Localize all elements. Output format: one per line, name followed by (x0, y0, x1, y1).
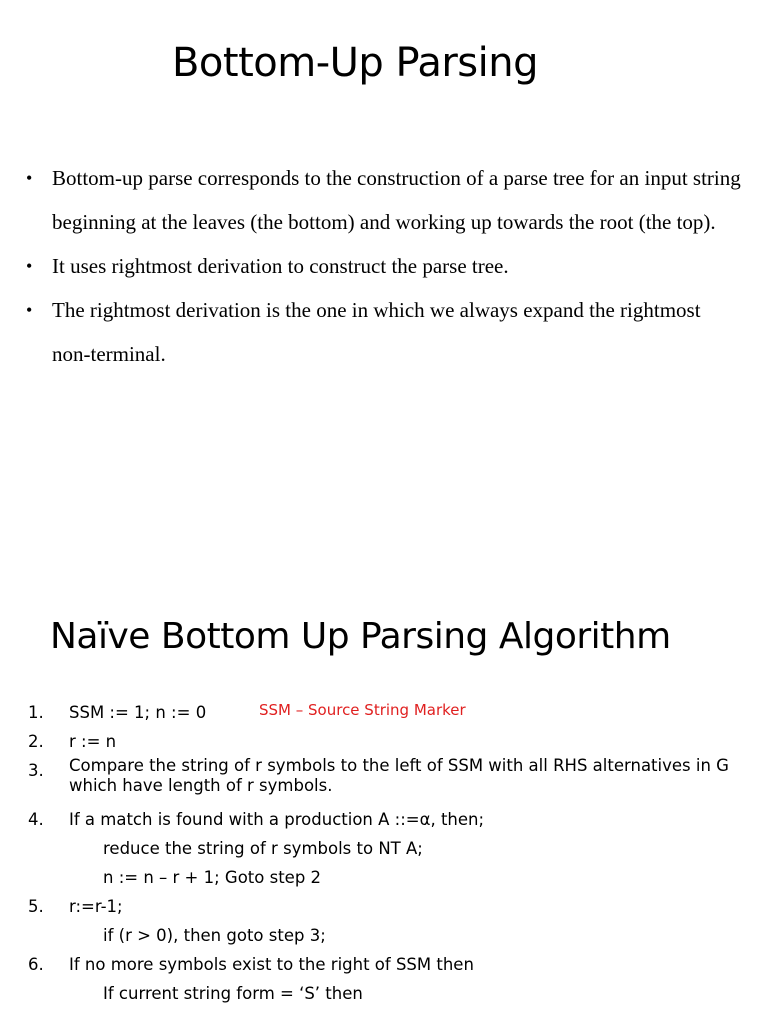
bullet-item (24, 156, 744, 244)
bullet-text: Bottom-up parse corresponds to the construction of a parse tree for an input string beginning at the leaves (the bottom) and working up towards the root (the top). (52, 166, 741, 234)
step-number: 3. (28, 761, 44, 780)
step-text: r:=r-1; (69, 897, 123, 916)
step-subline: reduce the string of r symbols to NT A; (103, 839, 423, 858)
algorithm-steps (28, 698, 756, 1008)
step-text: SSM := 1; n := 0 (69, 703, 207, 722)
step-number: 5. (28, 897, 44, 916)
step-item (28, 756, 756, 796)
bullet-item (24, 288, 744, 376)
step-number: 2. (28, 732, 44, 751)
step-item (28, 950, 756, 1008)
step-item (28, 727, 756, 756)
step-item (28, 892, 756, 950)
step-number: 4. (28, 810, 44, 829)
step-text: If no more symbols exist to the right of SSM then (69, 955, 474, 974)
slide-title: Naïve Bottom Up Parsing Algorithm (50, 616, 671, 657)
step-text: r := n (69, 732, 117, 751)
slide-title: Bottom-Up Parsing (171, 40, 538, 86)
bullet-text: It uses rightmost derivation to construct the parse tree. (52, 254, 509, 278)
step-text: If a match is found with a production A ::=α, then; (69, 810, 485, 829)
step-number: 1. (28, 703, 44, 722)
bullet-icon: • (26, 256, 33, 276)
step-item (28, 698, 756, 727)
bullet-icon: • (26, 168, 33, 188)
bullet-text: The rightmost derivation is the one in which we always expand the rightmost non-terminal. (52, 298, 701, 366)
step-subline: n := n – r + 1; Goto step 2 (103, 868, 322, 887)
step-number: 6. (28, 955, 44, 974)
step-subline: if (r > 0), then goto step 3; (103, 926, 326, 945)
bullet-list (24, 156, 744, 376)
step-text: Compare the string of r symbols to the left of SSM with all RHS alternatives in G which have length of r symbols. (69, 756, 729, 795)
slide-naive-algorithm (0, 520, 768, 1024)
step-subline: If current string form = ‘S’ then (103, 984, 363, 1003)
step-item (28, 805, 756, 892)
bullet-item (24, 244, 744, 288)
bullet-icon: • (26, 300, 33, 320)
ssm-annotation: SSM – Source String Marker (259, 701, 466, 719)
